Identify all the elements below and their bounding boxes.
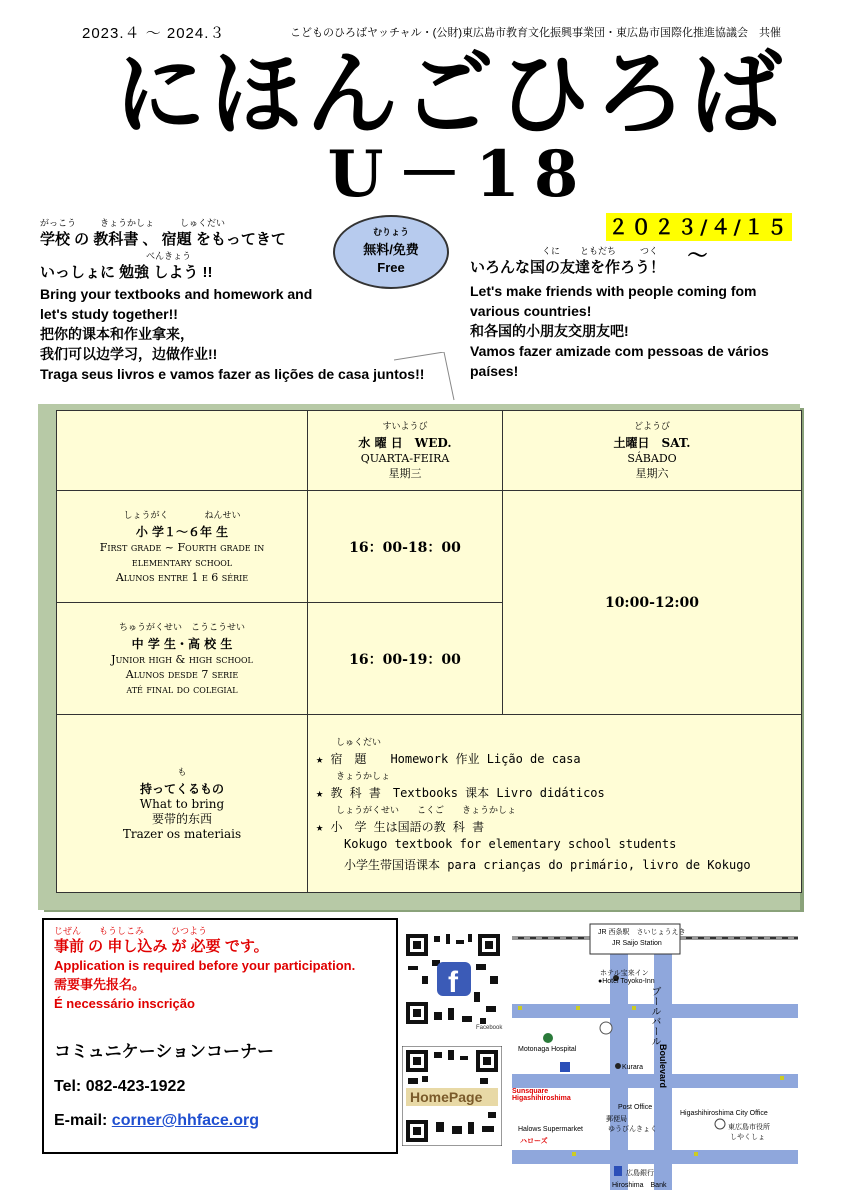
ruby: きょうかしょ: [100, 218, 155, 228]
item-ruby: しゅくだい: [336, 736, 382, 747]
right-en2: various countries!: [470, 303, 592, 319]
intro-en2: let's study together!!: [40, 306, 178, 322]
homepage-qr-icon[interactable]: [402, 1046, 502, 1146]
elementary-ja: 小 学１～６年 生: [135, 524, 229, 539]
bring-extra2: 小学生带国语课本 para crianças do primário, livro de Kokugo: [344, 857, 751, 872]
bring-zh: 要带的东西: [151, 811, 212, 826]
organizers: こどものひろばヤッチャル・(公財)東広島市教育文化振興事業団・東広島市国際化推進協議会 共催: [290, 27, 781, 39]
intro-line1: 学校 の 教科書 、 宿題 をもってきて: [40, 231, 286, 248]
intro-zh2: 我们可以边学习，边做作业!!: [40, 346, 218, 362]
junior-cell: [57, 603, 308, 715]
wed-zh: 星期三: [388, 467, 422, 480]
svg-text:f: f: [448, 966, 458, 999]
facebook-label: Facebook: [476, 1025, 503, 1031]
hotel-ja-label: ホテル宝来イン: [600, 970, 649, 977]
right-pt2: países!: [470, 363, 519, 379]
intro-pt: Traga seus livros e vamos fazer as lições de casa juntos!!: [40, 366, 425, 382]
intro-line2: いっしょに 勉強 しよう !!: [40, 264, 213, 281]
elementary-ruby: しょうがく ねんせい: [123, 510, 241, 521]
sat-time: 10:00-12:00: [503, 491, 802, 715]
page-title: にほんごひろば: [113, 41, 786, 148]
sat-header: [503, 411, 802, 491]
callout-tail: [394, 352, 474, 402]
schedule-table: [56, 410, 802, 893]
sunsquare-label: Sunsquare Higashihiroshima: [512, 1088, 571, 1102]
halows-label: ハローズ: [520, 1138, 548, 1145]
hotel-en-label: ●Hotel Toyoko-Inn: [598, 978, 655, 985]
app-zh: 需要事先报名。: [54, 977, 146, 992]
right-pt1: Vamos fazer amizade com pessoas de vários: [470, 343, 769, 359]
map[interactable]: [512, 918, 798, 1190]
map-roads: [512, 918, 798, 1190]
station-en-label: JR Saijo Station: [612, 940, 662, 947]
free-line1: 無料/免费: [363, 242, 419, 257]
junior-pt1: Alunos desde 7 serie: [125, 667, 239, 681]
bring-list: [308, 715, 802, 893]
blank-corner-cell: [57, 411, 308, 491]
junior-ruby: ちゅうがくせい こうこうせい: [118, 622, 245, 633]
elementary-en1: First grade ~ Fourth grade in: [99, 540, 265, 554]
bring-ja: 持ってくるもの: [139, 781, 224, 796]
homepage-label: HomePage: [410, 1089, 483, 1105]
corner-name: コミュニケーションコーナー: [54, 1042, 274, 1061]
right-intro: [470, 244, 800, 381]
app-ruby: じぜん もうしこみ ひつよう: [54, 926, 208, 936]
junior-en: Junior high & high school: [111, 652, 253, 666]
ruby: しゅくだい: [180, 218, 226, 228]
city-office-ja-label: 東広島市役所: [728, 1124, 770, 1131]
right-en1: Let's make friends with people coming fom: [470, 283, 757, 299]
station-label: JR 西条駅 さいじょうえき: [598, 929, 686, 936]
free-ruby: むりょう: [372, 227, 409, 237]
free-badge: [333, 215, 449, 289]
junior-ja: 中 学 生・高 校 生: [131, 636, 233, 651]
elementary-wed-time: 16：00-18：00: [308, 491, 503, 603]
app-en: Application is required before your participation.: [54, 958, 356, 973]
wed-pt: QUARTA-FEIRA: [360, 452, 450, 465]
start-date-badge: ２０２３/４/１５～: [606, 213, 792, 241]
wed-header: [308, 411, 503, 491]
sat-ruby: どようび: [633, 422, 670, 432]
bring-extra1: Kokugo textbook for elementary school students: [344, 836, 677, 851]
elementary-pt: Alunos entre 1 e 6 série: [115, 570, 249, 584]
boulevard-ja-label: ブールバール: [649, 986, 660, 1046]
bring-en: What to bring: [139, 796, 225, 811]
email-label: E-mail:: [54, 1112, 112, 1129]
app-pt: É necessário inscrição: [54, 996, 195, 1011]
bring-item-homework: ★ 宿 題 Homework 作业 Lição de casa: [316, 751, 581, 766]
item-ruby: きょうかしょ: [336, 770, 391, 781]
wed-ruby: すいようび: [382, 422, 428, 432]
ruby: くに: [542, 246, 561, 256]
intro-en1: Bring your textbooks and homework and: [40, 286, 313, 302]
post-kana-label: ゆうびんきょく: [608, 1126, 657, 1133]
bank-ja-label: 広島銀行: [626, 1170, 654, 1177]
ruby: ともだち: [580, 246, 617, 256]
free-line2: Free: [377, 260, 405, 275]
post-office-label: Post Office: [618, 1104, 653, 1111]
post-ja-label: 郵便局: [606, 1116, 627, 1123]
kurara-label: Kurara: [622, 1064, 644, 1071]
junior-wed-time: 16：00-19：00: [308, 603, 503, 715]
right-zh: 和各国的小朋友交朋友吧!: [470, 323, 629, 339]
sat-zh: 星期六: [635, 467, 669, 480]
intro-zh1: 把你的课本和作业拿来，: [40, 326, 194, 342]
bring-item-textbooks: ★ 教 科 書 Textbooks 课本 Livro didáticos: [316, 785, 605, 800]
ruby: がっこう: [40, 218, 77, 228]
app-ja: 事前 の 申し込み が 必要 です。: [54, 938, 269, 955]
bank-label: Hiroshima Bank: [612, 1182, 667, 1189]
email-row: [54, 1112, 396, 1130]
bring-ruby: も: [177, 767, 187, 778]
tel: Tel: 082-423-1922: [54, 1078, 186, 1095]
city-office-kana-label: しやくしょ: [730, 1134, 765, 1141]
elementary-en2: elementary school: [131, 555, 233, 569]
bring-item-kokugo: ★ 小 学 生は国語の教 科 書: [316, 819, 485, 834]
wed-ja: 水 曜 日 WED.: [358, 436, 452, 450]
page-subtitle: U－18: [327, 137, 593, 212]
ruby-right: [470, 244, 800, 256]
email-link[interactable]: corner@hhface.org: [111, 1112, 259, 1129]
ruby: べんきょう: [146, 251, 192, 261]
supermarket-label: Halows Supermarket: [518, 1126, 583, 1133]
city-office-label: Higashihiroshima City Office: [680, 1110, 768, 1117]
bring-pt: Trazer os materiais: [122, 826, 242, 841]
sat-ja: 土曜日 SAT.: [613, 436, 691, 450]
hospital-label: Motonaga Hospital: [518, 1046, 577, 1053]
facebook-qr-icon[interactable]: [404, 932, 504, 1032]
right-line1: いろんな国の友達を作ろう！: [470, 259, 666, 276]
junior-pt2: até final do colegial: [126, 682, 238, 696]
item-ruby: しょうがくせい こくご きょうかしょ: [336, 804, 517, 815]
application-box: [42, 918, 398, 1154]
boulevard-en-label: Boulevard: [658, 1044, 668, 1089]
period: 2023.４ ～ 2024.３: [82, 25, 226, 42]
elementary-cell: [57, 491, 308, 603]
bring-cell: [57, 715, 308, 893]
ruby: つく: [640, 246, 659, 256]
sat-pt: SÁBADO: [627, 452, 677, 465]
